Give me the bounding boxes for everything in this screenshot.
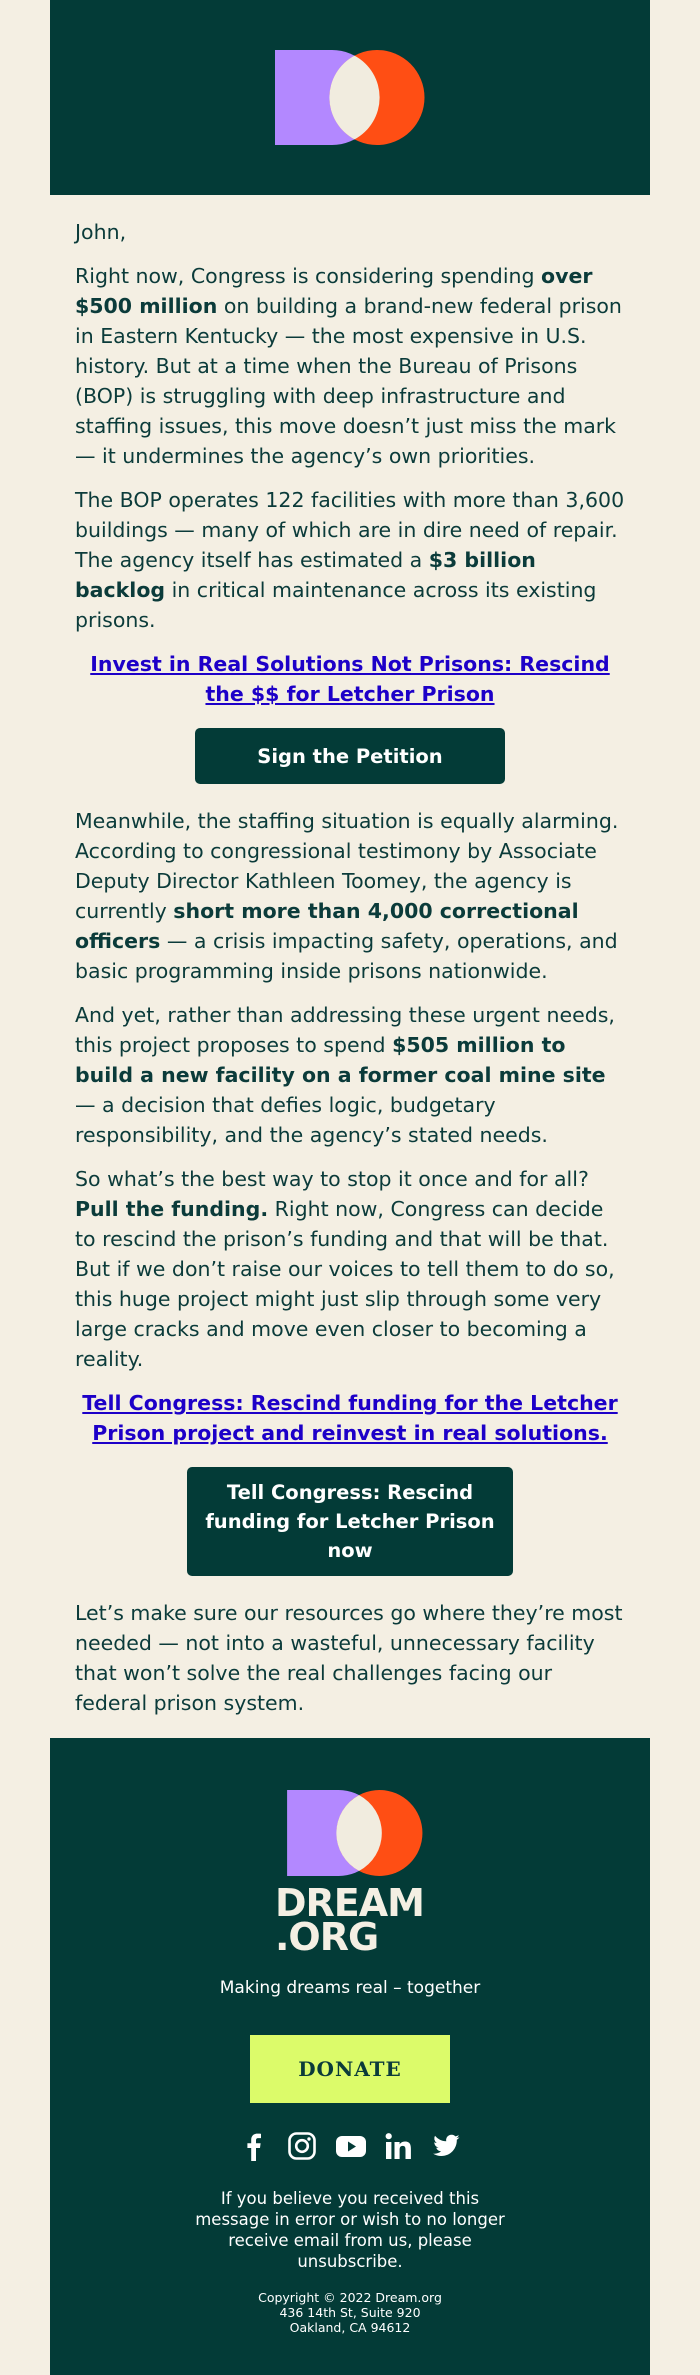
tell-congress-link[interactable]: Tell Congress: Rescind funding for the Letcher Prison project and reinvest in real solutions. <box>82 1391 618 1445</box>
instagram-icon[interactable] <box>287 2131 317 2161</box>
youtube-icon[interactable] <box>335 2131 365 2161</box>
congress-link-block <box>75 1388 625 1448</box>
tell-congress-button[interactable]: Tell Congress: Rescind funding for Letcher Prison now <box>187 1467 513 1576</box>
email-header <box>50 0 650 195</box>
social-links <box>50 2131 650 2161</box>
paragraph-4: And yet, rather than addressing these urgent needs, this project proposes to spend $505 million to build a new facility on a former coal mine site — a decision that defies logic, budgetary responsibility, and the agency’s stated needs. <box>75 1003 615 1147</box>
email-container <box>50 0 650 2335</box>
email-footer <box>50 1738 650 2375</box>
petition-link[interactable]: Invest in Real Solutions Not Prisons: Rescind the $$ for Letcher Prison <box>90 652 610 706</box>
unsubscribe-text[interactable]: If you believe you received this message in error or wish to no longer receive email from us, please unsubscribe. <box>195 2189 505 2271</box>
paragraph-6: Let’s make sure our resources go where they’re most needed — not into a wasteful, unnecessary facility that won’t solve the real challenges facing our federal prison system. <box>75 1601 623 1715</box>
dream-logo-icon <box>287 1790 423 1876</box>
facebook-icon[interactable] <box>239 2131 269 2161</box>
tagline: Making dreams real – together <box>219 1978 481 1998</box>
paragraph-1: Right now, Congress is considering spending over $500 million on building a brand-new federal prison in Eastern Kentucky — the most expensive in U.S. history. But at a time when the Bureau of Prisons (BOP) is struggling with deep infrastructure and staffing issues, this move doesn’t just miss the mark — it undermines the agency’s own priorities. <box>75 264 622 468</box>
petition-link-block <box>75 649 625 709</box>
address-line-1: 436 14th St, Suite 920 <box>279 2305 421 2320</box>
brand-line-2: .ORG <box>275 1915 379 1959</box>
sign-petition-button[interactable]: Sign the Petition <box>195 728 505 784</box>
paragraph-3: Meanwhile, the staffing situation is equally alarming. According to congressional testimony by Associate Deputy Director Kathleen Toomey, the agency is currently short more than 4,000 correctional officers — a crisis impacting safety, operations, and basic programming inside prisons nationwide. <box>75 809 619 983</box>
brand-line-1: DREAM <box>275 1881 424 1925</box>
copyright-block <box>50 2290 650 2335</box>
paragraph-2: The BOP operates 122 facilities with more than 3,600 buildings — many of which are in dire need of repair. The agency itself has estimated a $3 billion backlog in critical maintenance across its existing prisons. <box>75 488 625 632</box>
twitter-icon[interactable] <box>431 2131 461 2161</box>
linkedin-icon[interactable] <box>383 2131 413 2161</box>
greeting: John, <box>75 220 127 244</box>
donate-button[interactable]: DONATE <box>250 2035 450 2103</box>
brand-wordmark <box>275 1881 435 1959</box>
copyright: Copyright © 2022 Dream.org <box>258 2290 442 2305</box>
paragraph-5: So what’s the best way to stop it once and for all? Pull the funding. Right now, Congress can decide to rescind the prison’s funding and that will be that. But if we don’t raise our voices to tell them to do so, this huge project might just slip through some very large cracks and move even closer to becoming a reality. <box>75 1167 615 1371</box>
address-line-2: Oakland, CA 94612 <box>289 2320 411 2335</box>
dream-logo-icon <box>275 50 425 145</box>
email-body <box>50 195 650 1792</box>
